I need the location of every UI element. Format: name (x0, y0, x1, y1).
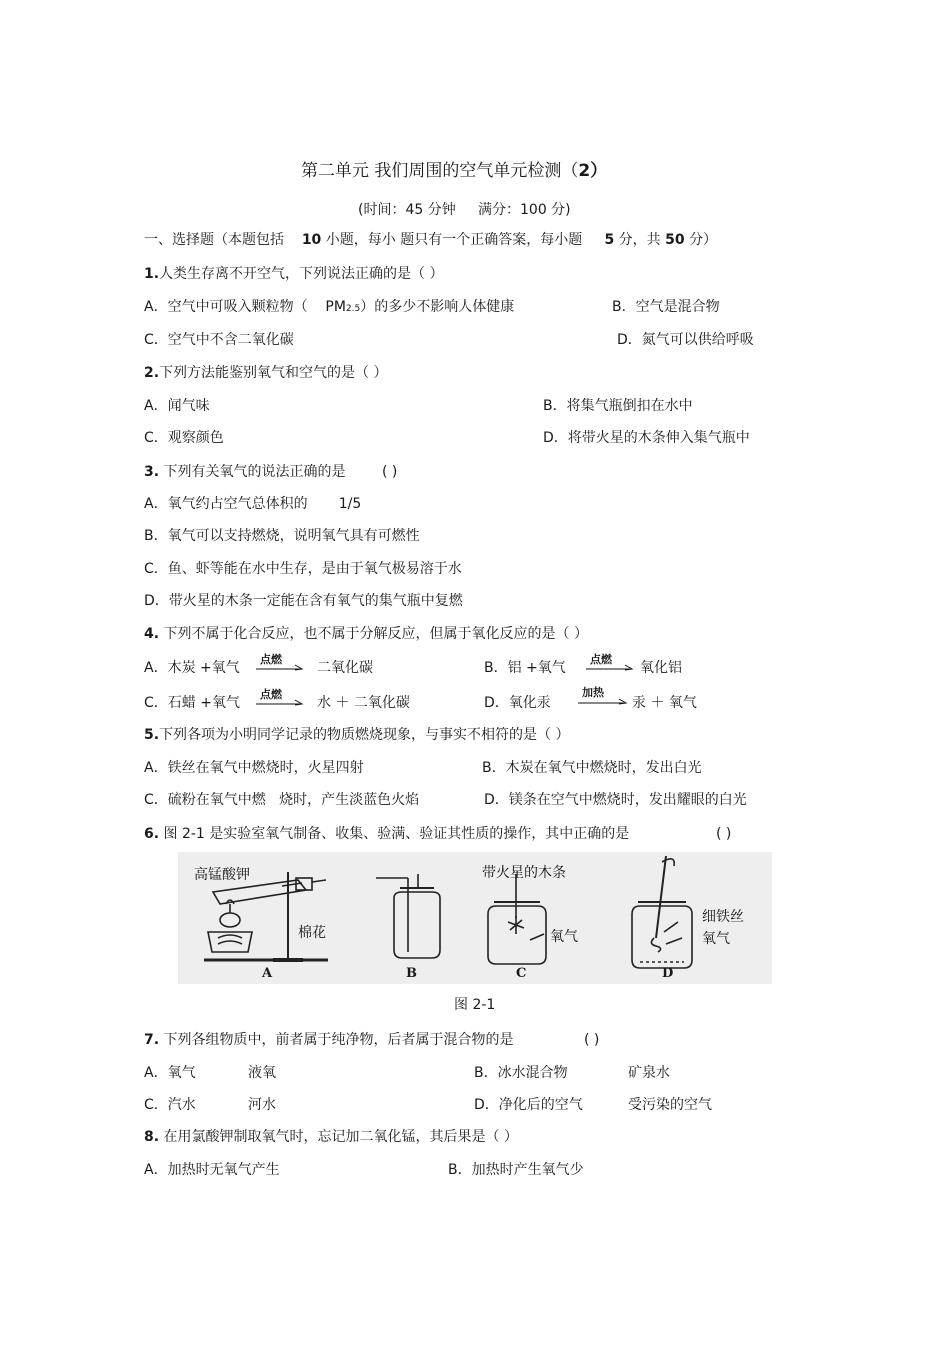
figure-label-oxygen-c: 氧气 (550, 929, 578, 945)
question-7-option-c[interactable] (144, 1098, 196, 1112)
question-number: 6. (144, 826, 160, 842)
figure-caption-text: 图 2-1 (454, 997, 496, 1013)
question-7-option-a-second (248, 1066, 276, 1080)
apparatus-b (376, 874, 440, 958)
option-text-second: 矿泉水 (628, 1065, 670, 1081)
question-8-stem (144, 1130, 518, 1144)
question-4-option-c-products (317, 696, 410, 710)
question-7-option-d-second (628, 1098, 712, 1112)
section-question-count: 10 (301, 232, 322, 248)
arrow-icon (584, 654, 636, 676)
option-text: D．氮气可以供给呼吸 (617, 332, 754, 348)
page-title-text: 第二单元 我们周围的空气单元检测（ (301, 161, 579, 181)
exam-meta-open: (时间 (358, 202, 392, 218)
arrow-icon (254, 689, 306, 711)
section-per-score: 5 (604, 232, 615, 248)
reaction-condition: 点燃 (260, 688, 282, 701)
option-text: A．氧气 (144, 1065, 196, 1081)
figure-letter-c: C (516, 966, 527, 981)
option-text: D．镁条在空气中燃烧时，发出耀眼的白光 (484, 792, 747, 808)
option-text: C．观察颜色 (144, 430, 224, 446)
question-4-option-b-products (640, 661, 682, 675)
apparatus-d (632, 856, 692, 968)
question-1-option-b[interactable] (612, 300, 720, 314)
reactants: C．石蜡 +氧气 (144, 695, 240, 711)
lab-apparatus-illustration (178, 852, 772, 984)
question-5-option-c[interactable] (144, 793, 419, 807)
section-heading (144, 233, 717, 247)
question-2-stem (144, 366, 388, 380)
figure-letter-a: A (262, 966, 273, 981)
reaction-condition: 加热 (582, 686, 604, 699)
question-7-option-c-second (248, 1098, 276, 1112)
figure-letter-b: B (406, 966, 417, 981)
answer-paren: ( ) (382, 464, 398, 480)
question-1-stem (144, 267, 444, 281)
figure-label-splint: 带火星的木条 (482, 865, 566, 881)
question-text: 下列方法能鉴别氧气和空气的是（ ） (159, 365, 388, 381)
question-number: 3. (144, 464, 160, 480)
figure-2-1 (178, 852, 772, 984)
question-3-option-a[interactable] (144, 497, 361, 511)
pm-subscript: 2.5 (345, 304, 361, 314)
question-2-option-c[interactable] (144, 431, 224, 445)
reaction-arrow (576, 687, 630, 711)
question-text: 下列各项为小明同学记录的物质燃烧现象，与事实不相符的是（ ） (159, 727, 570, 743)
question-1-option-c[interactable] (144, 333, 294, 347)
question-5-stem (144, 728, 570, 742)
question-3-stem (144, 465, 346, 479)
question-text: 图 2-1 是实验室氧气制备、收集、验满、验证其性质的操作，其中正确的是 (163, 826, 630, 842)
exam-meta (358, 203, 571, 217)
option-text: A．加热时无氧气产生 (144, 1162, 280, 1178)
section-text-5: 分） (689, 232, 718, 248)
products: 汞 ＋ 氧气 (632, 695, 697, 711)
question-4-option-c[interactable] (144, 696, 240, 710)
question-6-answer-paren (716, 827, 731, 841)
question-5-option-b[interactable] (482, 761, 702, 775)
question-3-option-c[interactable] (144, 562, 462, 576)
option-text: D．净化后的空气 (474, 1097, 583, 1113)
option-text-tail: 烧时，产生淡蓝色火焰 (279, 792, 420, 808)
reaction-arrow (254, 689, 306, 711)
section-text-2: 小题，每小 (325, 232, 396, 248)
question-4-stem (144, 627, 588, 641)
section-text-3: 题只有一个正确答案，每小题 (400, 232, 583, 248)
option-text: A．闻气味 (144, 398, 210, 414)
question-3-option-b[interactable] (144, 529, 420, 543)
question-7-option-d[interactable] (474, 1098, 583, 1112)
question-7-option-b[interactable] (474, 1066, 568, 1080)
option-text-second: 河水 (248, 1097, 276, 1113)
question-7-option-a[interactable] (144, 1066, 196, 1080)
reactants: B．铝 +氧气 (484, 660, 566, 676)
page-title (301, 163, 607, 180)
reactants: D．氧化汞 (484, 695, 551, 711)
option-text: A．空气中可吸入颗粒物（ (144, 299, 308, 315)
section-text-1: 一、选择题（本题包括 (144, 232, 284, 248)
question-1-option-a[interactable] (144, 300, 514, 314)
question-2-option-d[interactable] (543, 431, 750, 445)
option-text-tail: ）的多少不影响人体健康 (360, 299, 515, 315)
products: 氧化铝 (640, 660, 682, 676)
answer-paren: ( ) (584, 1032, 600, 1048)
question-number: 7. (144, 1032, 160, 1048)
question-2-option-b[interactable] (543, 399, 693, 413)
products: 水 ＋ 二氧化碳 (317, 695, 410, 711)
figure-letter-d: D (662, 966, 674, 981)
option-text: B．木炭在氧气中燃烧时，发出白光 (482, 760, 702, 776)
option-fraction: 1/5 (338, 496, 362, 512)
option-text-second: 受污染的空气 (628, 1097, 712, 1113)
reaction-condition: 点燃 (260, 653, 282, 666)
figure-label-oxygen-d: 氧气 (702, 931, 730, 947)
question-6-stem (144, 827, 629, 841)
question-7-option-b-second (628, 1066, 670, 1080)
question-7-answer-paren (584, 1033, 599, 1047)
page-title-number: 2） (578, 161, 608, 181)
figure-label-kmno4: 高锰酸钾 (194, 867, 250, 883)
question-2-option-a[interactable] (144, 399, 210, 413)
question-text: 人类生存离不开空气，下列说法正确的是（ ） (159, 266, 444, 282)
option-text: B．氧气可以支持燃烧，说明氧气具有可燃性 (144, 528, 420, 544)
question-8-option-b[interactable] (448, 1163, 584, 1177)
pm-label: PM (325, 299, 346, 315)
question-number: 1. (144, 266, 160, 282)
option-text: C．鱼、虾等能在水中生存，是由于氧气极易溶于水 (144, 561, 462, 577)
option-text: D．带火星的木条一定能在含有氧气的集气瓶中复燃 (144, 593, 463, 609)
figure-label-cotton: 棉花 (298, 925, 326, 941)
question-4-option-d[interactable] (484, 696, 551, 710)
arrow-icon (576, 687, 630, 711)
question-3-answer-paren (382, 465, 397, 479)
question-number: 5. (144, 727, 160, 743)
question-text: 下列各组物质中，前者属于纯净物，后者属于混合物的是 (163, 1032, 514, 1048)
option-text: B．将集气瓶倒扣在水中 (543, 398, 693, 414)
figure-caption (454, 998, 495, 1012)
question-4-option-d-products (632, 696, 697, 710)
reaction-condition: 点燃 (590, 653, 612, 666)
question-number: 8. (144, 1129, 160, 1145)
section-total: 50 (665, 232, 685, 248)
question-text: 下列不属于化合反应，也不属于分解反应，但属于氧化反应的是（ ） (163, 626, 588, 642)
apparatus-c (488, 874, 546, 964)
option-text: B．空气是混合物 (612, 299, 720, 315)
section-text-4: 分，共 (618, 232, 661, 248)
option-text: B．冰水混合物 (474, 1065, 568, 1081)
question-4-option-b[interactable] (484, 661, 566, 675)
question-4-option-a-products (317, 661, 373, 675)
question-7-stem (144, 1033, 514, 1047)
option-text: A．铁丝在氧气中燃烧时，火星四射 (144, 760, 364, 776)
question-3-option-d[interactable] (144, 594, 463, 608)
question-text: 在用氯酸钾制取氧气时，忘记加二氧化锰，其后果是（ ） (163, 1129, 518, 1145)
reactants: A．木炭 +氧气 (144, 660, 240, 676)
question-5-option-d[interactable] (484, 793, 747, 807)
question-text: 下列有关氧气的说法正确的是 (163, 464, 346, 480)
figure-label-iron-wire: 细铁丝 (702, 909, 744, 925)
apparatus-a (204, 872, 328, 960)
option-text: D．将带火星的木条伸入集气瓶中 (543, 430, 750, 446)
option-text: C．空气中不含二氧化碳 (144, 332, 294, 348)
answer-paren: ( ) (716, 826, 732, 842)
question-number: 4. (144, 626, 160, 642)
option-text-second: 液氧 (248, 1065, 276, 1081)
option-text: C．硫粉在氧气中燃 (144, 792, 266, 808)
question-number: 2. (144, 365, 160, 381)
reaction-arrow (584, 654, 636, 676)
question-1-option-d[interactable] (617, 333, 754, 347)
option-text: C．汽水 (144, 1097, 196, 1113)
products: 二氧化碳 (317, 660, 373, 676)
exam-score: 满分：100 分) (478, 202, 571, 218)
question-8-option-a[interactable] (144, 1163, 280, 1177)
question-5-option-a[interactable] (144, 761, 364, 775)
option-text: A．氧气约占空气总体积的 (144, 496, 308, 512)
reaction-arrow (254, 654, 306, 676)
option-text: B．加热时产生氧气少 (448, 1162, 584, 1178)
arrow-icon (254, 654, 306, 676)
exam-time: ：45 分钟 (391, 202, 456, 218)
question-4-option-a[interactable] (144, 661, 240, 675)
